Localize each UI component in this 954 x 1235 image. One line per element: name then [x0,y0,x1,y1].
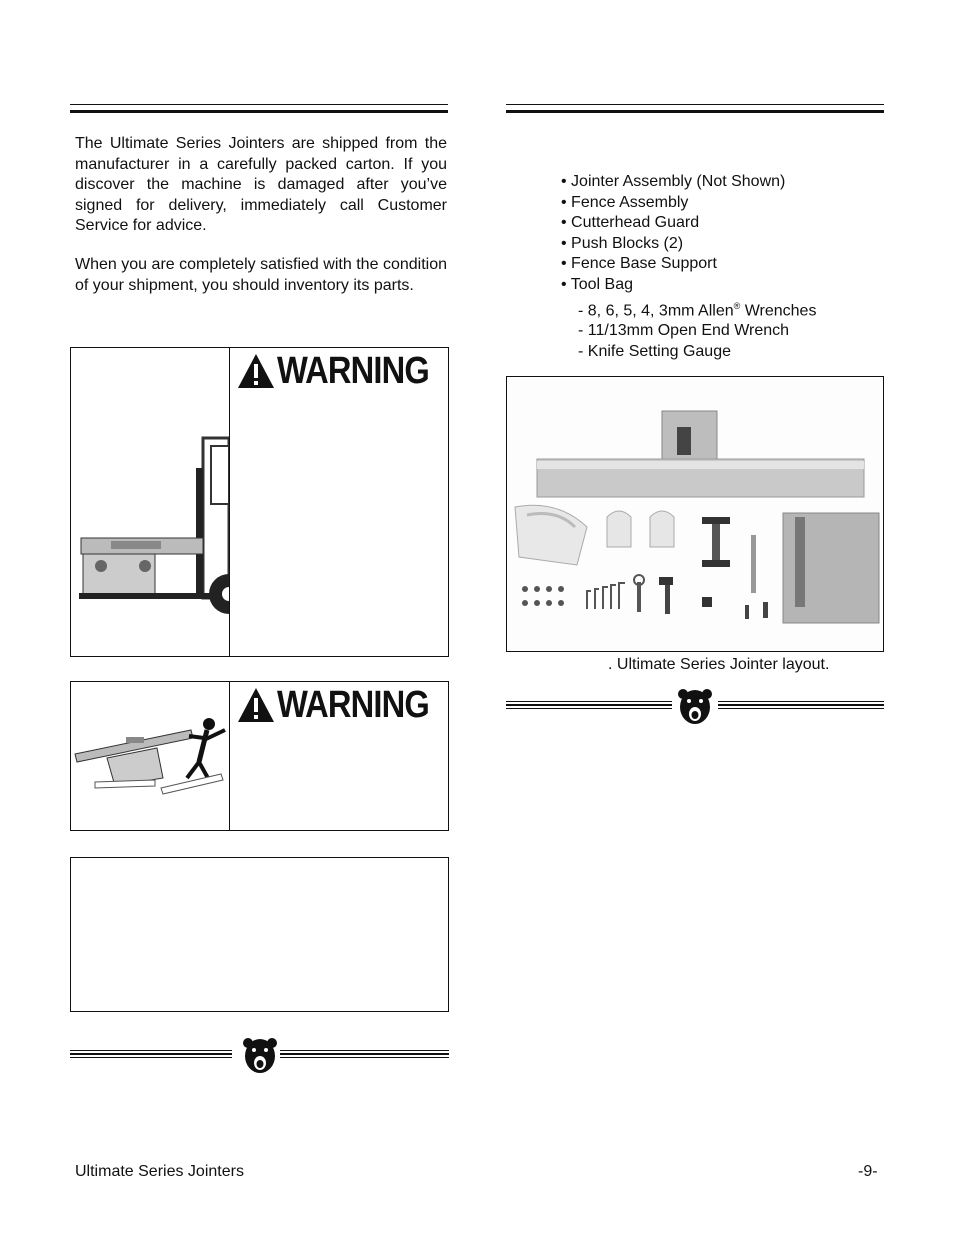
allen-wrench-suffix: Wrenches [740,301,817,319]
allen-wrench-prefix: - 8, 6, 5, 4, 3mm Allen [578,301,734,319]
list-item: • Fence Base Support [561,255,717,273]
parts-layout-illustration [507,377,882,650]
shipping-paragraph: The Ultimate Series Jointers are shipped from the manufacturer in a carefully packed carton. If you discover the machine is damaged after you’ve signed for delivery, immediately call Customer Service for advice. [75,135,447,234]
lifting-hazard-illustration [71,682,229,830]
list-item: • Jointer Assembly (Not Shown) [561,173,786,190]
list-item: • Fence Assembly [561,193,689,211]
left-header-rule [70,104,448,113]
right-header-rule [506,104,884,113]
warning-label-2: WARNING [277,684,429,726]
bear-logo-icon [241,1036,279,1076]
warning-triangle-icon [237,687,275,723]
inventory-list [561,172,816,363]
warning-header-2 [237,686,454,724]
footer-title: Ultimate Series Jointers [75,1163,244,1180]
list-item: - Knife Setting Gauge [578,343,731,361]
list-item: • Tool Bag [561,275,634,293]
page-number: -9- [858,1163,878,1180]
forklift-illustration [71,348,229,656]
warning-box-forklift [70,347,449,657]
warning-box-lifting [70,681,449,831]
warning-label-1: WARNING [277,350,429,392]
registered-mark: ® [733,300,741,311]
list-item [561,296,816,322]
parts-photo [506,376,884,652]
bear-logo-icon [676,687,714,727]
warning-header-1 [237,352,454,390]
warning-triangle-icon [237,353,275,389]
inventory-intro-paragraph: When you are completely satisfied with the condition of your shipment, you should inventory its parts. [75,256,447,294]
list-item: - 11/13mm Open End Wrench [578,322,790,340]
list-item: • Cutterhead Guard [561,214,700,232]
figure-caption: . Ultimate Series Jointer layout. [608,656,830,673]
note-box [70,857,449,1012]
list-item: • Push Blocks (2) [561,234,684,252]
